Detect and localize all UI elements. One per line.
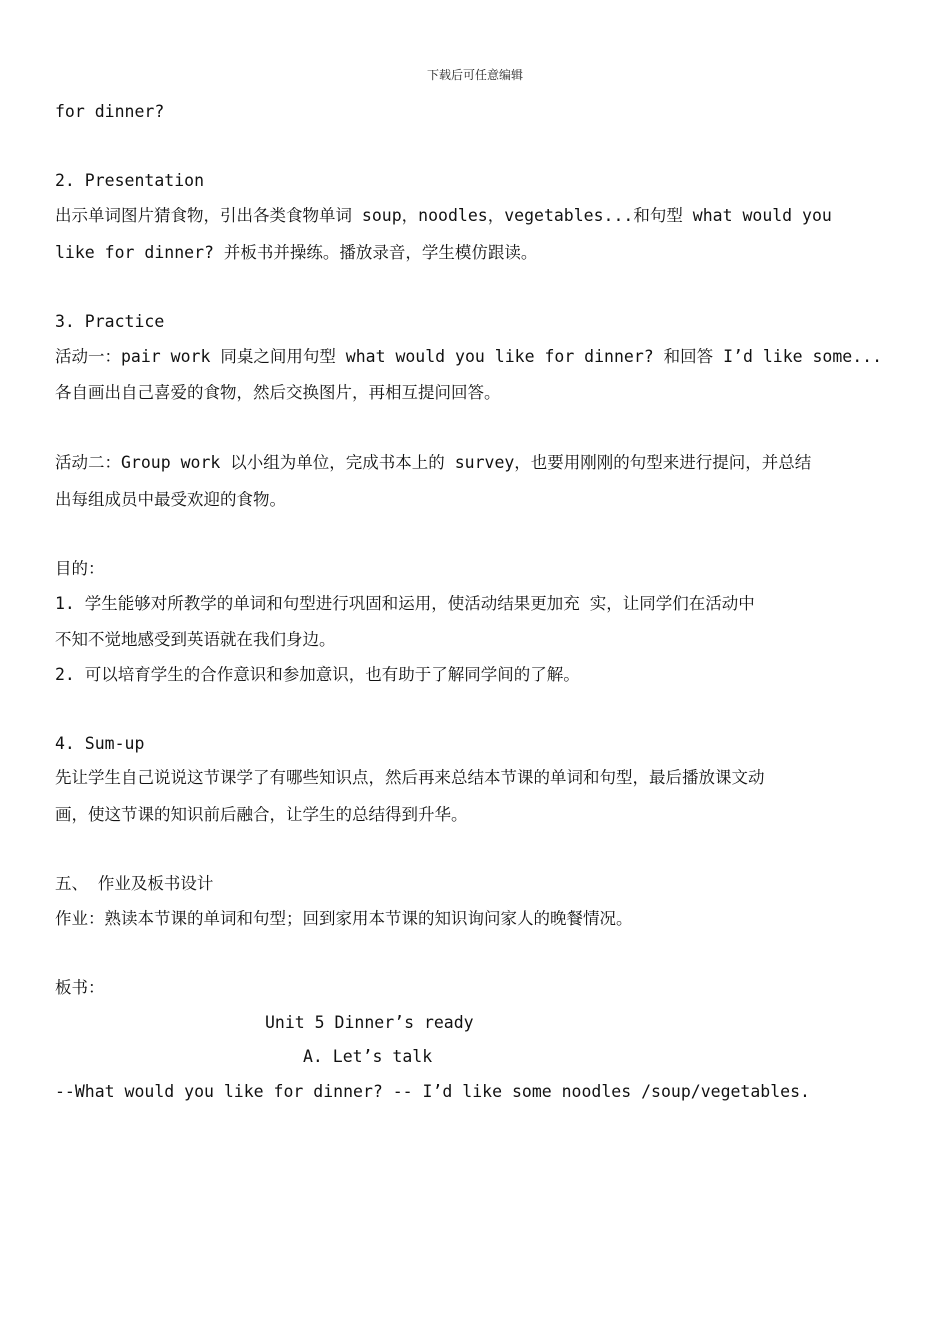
text-line: 先让学生自己说说这节课学了有哪些知识点，然后再来总结本节课的单词和句型，最后播放课文动 <box>55 768 765 787</box>
text-line: 1. 学生能够对所教学的单词和句型进行巩固和运用，使活动结果更加充 实，让同学们在活动中 <box>55 594 755 613</box>
board-unit-title: Unit 5 Dinner’s ready <box>265 1013 474 1032</box>
board-lesson-title: A. Let’s talk <box>303 1047 433 1066</box>
purpose-heading: 目的： <box>55 559 105 578</box>
page-header: 下载后可任意编辑 <box>426 68 523 82</box>
text-line: 各自画出自己喜爱的食物，然后交换图片，再相互提问回答。 <box>55 383 501 402</box>
text-line: like for dinner? 并板书并操练。播放录音，学生模仿跟读。 <box>55 243 538 262</box>
text-line: 活动一：pair work 同桌之间用句型 what would you like for dinner? 和回答 I’d like some... <box>55 347 883 366</box>
text-line: 活动二：Group work 以小组为单位，完成书本上的 survey，也要用刚刚的句型来进行提问，并总结 <box>55 453 812 472</box>
board-dialogue: --What would you like for dinner? -- I’d like some noodles /soup/vegetables. <box>55 1082 810 1101</box>
text-line: 出示单词图片猜食物，引出各类食物单词 soup，noodles，vegetables...和句型 what would you <box>55 206 832 225</box>
text-line: 出每组成员中最受欢迎的食物。 <box>55 490 286 509</box>
section-heading-practice: 3. Practice <box>55 312 165 331</box>
text-line: 不知不觉地感受到英语就在我们身边。 <box>55 630 336 649</box>
board-heading: 板书： <box>55 978 105 997</box>
text-line: 作业：熟读本节课的单词和句型；回到家用本节课的知识询问家人的晚餐情况。 <box>55 909 633 928</box>
section-heading-sumup: 4. Sum-up <box>55 734 145 753</box>
text-line: for dinner? <box>55 102 165 121</box>
section-heading-presentation: 2. Presentation <box>55 171 205 190</box>
text-line: 画，使这节课的知识前后融合，让学生的总结得到升华。 <box>55 805 468 824</box>
text-line: 2. 可以培育学生的合作意识和参加意识，也有助于了解同学间的了解。 <box>55 665 580 684</box>
section-heading-homework: 五、 作业及板书设计 <box>55 874 214 893</box>
